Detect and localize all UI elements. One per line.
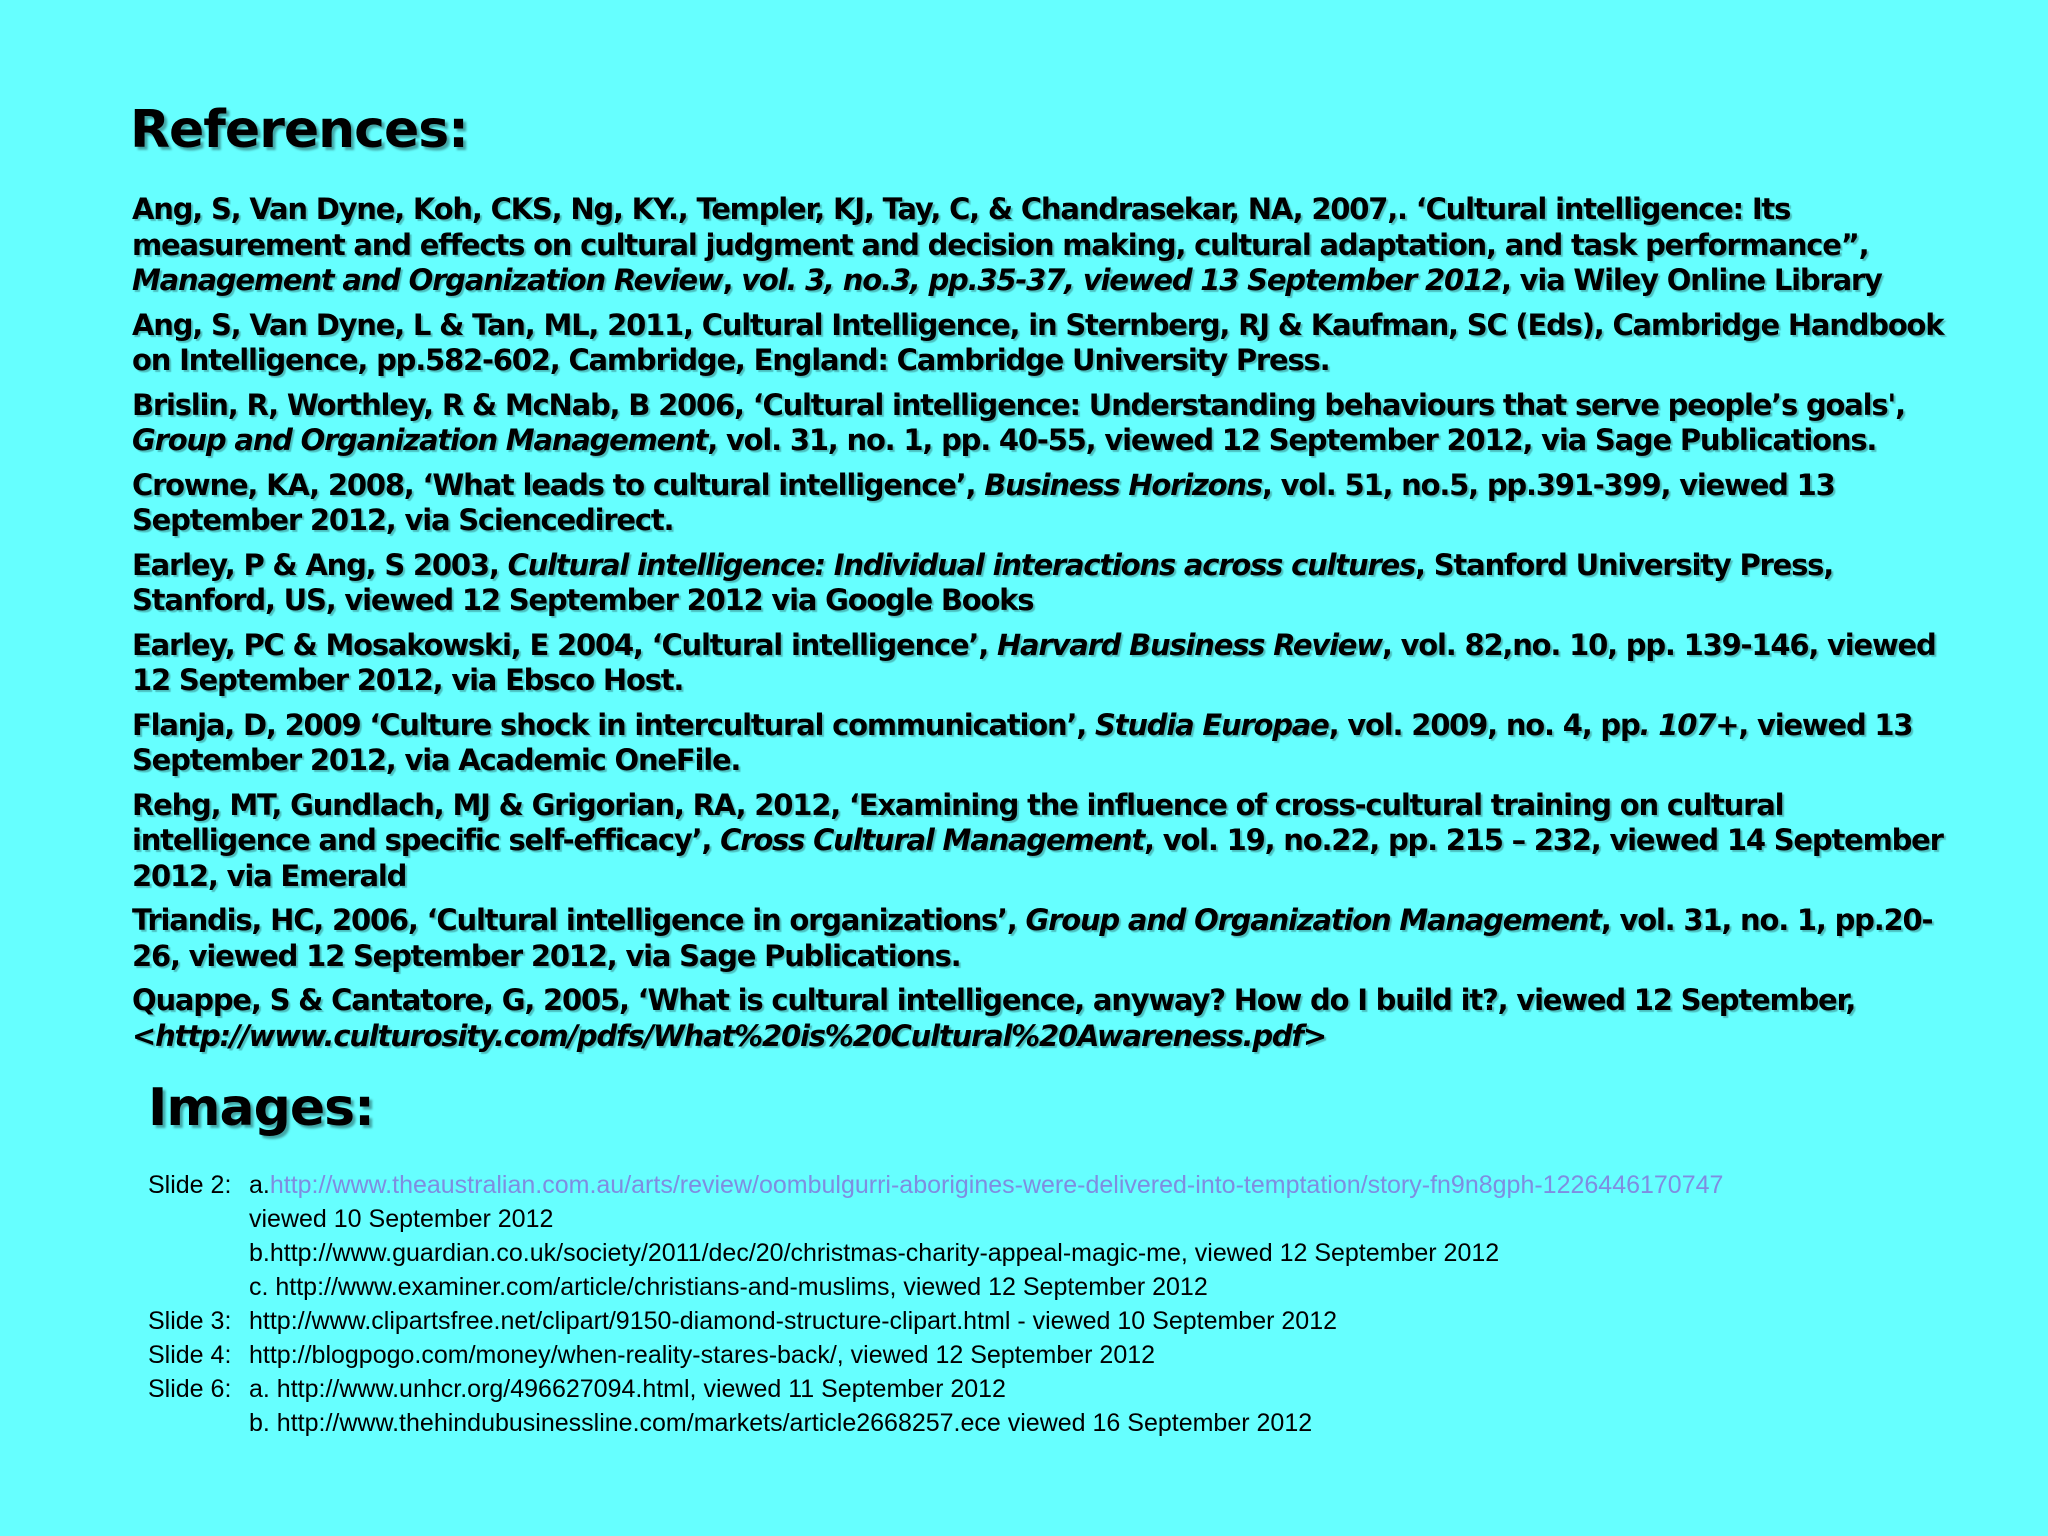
reference-text: intelligence and specific self-efficacy’, bbox=[132, 823, 721, 857]
image-credit-part: viewed 10 September 2012 bbox=[249, 1205, 554, 1233]
reference-text: Brislin, R, Worthley, R & McNab, B 2006, ‘Cultural intelligence: Understanding behaviours that serve people’s goals', bbox=[132, 387, 1905, 422]
reference-text: < bbox=[132, 1018, 156, 1053]
reference-italic-text: vol. 3, no.3, pp.35-37, viewed 13 September 2012 bbox=[741, 263, 1501, 297]
reference-entry bbox=[132, 788, 2032, 895]
reference-text: , vol. 82,no. 10, pp. 139-146, viewed bbox=[1381, 627, 1936, 662]
reference-line bbox=[132, 663, 2032, 699]
image-credits-list bbox=[148, 1168, 2028, 1440]
reference-line bbox=[132, 228, 2032, 264]
reference-text: , vol. 31, no. 1, pp.20- bbox=[1600, 903, 1933, 937]
image-credit-part: c. http://www.examiner.com/article/christians-and-muslims, viewed 12 September 2012 bbox=[249, 1273, 1208, 1301]
image-credit-row bbox=[148, 1372, 2028, 1406]
references-list bbox=[132, 192, 2032, 1063]
reference-line bbox=[132, 628, 2032, 664]
image-credit-row bbox=[148, 1168, 2028, 1202]
reference-entry bbox=[132, 468, 2032, 539]
slide-label: Slide 6: bbox=[148, 1375, 232, 1403]
reference-entry bbox=[132, 708, 2032, 779]
references-heading: References: bbox=[130, 100, 468, 160]
slide-label: Slide 4: bbox=[148, 1341, 232, 1369]
reference-italic-text: Business Horizons bbox=[984, 467, 1262, 502]
reference-line bbox=[132, 788, 2032, 824]
reference-text: > bbox=[1302, 1018, 1326, 1053]
image-credit-text bbox=[249, 1372, 1006, 1406]
reference-italic-text: Management and Organization Review bbox=[132, 263, 723, 297]
reference-text: , via Wiley Online Library bbox=[1500, 263, 1882, 297]
reference-italic-text: Studia Europae bbox=[1094, 707, 1329, 742]
reference-italic-text: Group and Organization Management bbox=[1025, 903, 1601, 937]
reference-text: measurement and effects on cultural judgment and decision making, cultural adaptation, and task performance”, bbox=[132, 227, 1869, 262]
reference-line bbox=[132, 192, 2032, 228]
image-credit-row bbox=[148, 1338, 2028, 1372]
reference-italic-text: Harvard Business Review bbox=[996, 627, 1382, 662]
reference-line bbox=[132, 903, 2032, 939]
reference-text: 26, viewed 12 September 2012, via Sage Publications. bbox=[132, 938, 961, 973]
reference-italic-text: . 107+ bbox=[1639, 707, 1739, 742]
reference-text: , Stanford University Press, bbox=[1415, 547, 1834, 582]
reference-line bbox=[132, 939, 2032, 975]
reference-line bbox=[132, 263, 2032, 299]
reference-entry bbox=[132, 548, 2032, 619]
reference-text: 2012, via Emerald bbox=[132, 858, 407, 893]
reference-line bbox=[132, 583, 2032, 619]
image-credit-text bbox=[249, 1202, 553, 1236]
reference-text: September 2012, via Sciencedirect. bbox=[132, 503, 674, 537]
image-credit-row bbox=[148, 1304, 2028, 1338]
images-heading: Images: bbox=[148, 1078, 374, 1138]
reference-text: Earley, P & Ang, S 2003, bbox=[132, 547, 508, 582]
reference-entry bbox=[132, 983, 2032, 1054]
image-credit-text bbox=[249, 1406, 1312, 1440]
reference-italic-text: Cultural intelligence: Individual interactions across cultures bbox=[507, 547, 1416, 582]
reference-text: , viewed 13 bbox=[1738, 707, 1913, 742]
image-credit-row bbox=[148, 1270, 2028, 1304]
image-credit-part: a. bbox=[249, 1171, 270, 1199]
reference-line bbox=[132, 548, 2032, 584]
reference-entry bbox=[132, 192, 2032, 299]
reference-italic-text: Group and Organization Management bbox=[132, 423, 708, 457]
image-credit-row bbox=[148, 1406, 2028, 1440]
reference-entry bbox=[132, 628, 2032, 699]
image-credit-text bbox=[249, 1338, 1155, 1372]
reference-line bbox=[132, 983, 2032, 1019]
reference-entry bbox=[132, 903, 2032, 974]
reference-italic-text: Cross Cultural Management bbox=[720, 823, 1145, 857]
image-credit-text bbox=[249, 1304, 1337, 1338]
reference-line bbox=[132, 859, 2032, 895]
slide-label: Slide 2: bbox=[148, 1171, 232, 1199]
image-credit-text bbox=[249, 1236, 1499, 1270]
reference-text: September 2012, via Academic OneFile. bbox=[132, 743, 741, 777]
reference-line bbox=[132, 343, 2032, 379]
image-credit-text bbox=[249, 1270, 1208, 1304]
reference-text: , vol. 2009, no. 4, pp bbox=[1328, 707, 1640, 742]
reference-text: , vol. 51, no.5, pp.391-399, viewed 13 bbox=[1261, 467, 1835, 502]
reference-text: , vol. 31, no. 1, pp. 40-55, viewed 12 September 2012, via Sage Publications. bbox=[707, 423, 1877, 457]
image-credit-text bbox=[249, 1168, 1723, 1202]
reference-line bbox=[132, 823, 2032, 859]
reference-text: Flanja, D, 2009 ‘Culture shock in intercultural communication’, bbox=[132, 707, 1095, 742]
reference-text: Earley, PC & Mosakowski, E 2004, ‘Cultural intelligence’, bbox=[132, 627, 997, 662]
reference-entry bbox=[132, 388, 2032, 459]
reference-italic-text: http://www.culturosity.com/pdfs/What%20is%20Cultural%20Awareness.pdf bbox=[155, 1018, 1303, 1053]
reference-text: , vol. 19, no.22, pp. 215 – 232, viewed 14 September bbox=[1144, 823, 1943, 857]
reference-line bbox=[132, 388, 2032, 424]
slide-label: Slide 3: bbox=[148, 1307, 232, 1335]
image-credit-part: a. http://www.unhcr.org/496627094.html, viewed 11 September 2012 bbox=[249, 1375, 1006, 1403]
image-credit-row bbox=[148, 1202, 2028, 1236]
reference-line bbox=[132, 308, 2032, 344]
reference-line bbox=[132, 468, 2032, 504]
reference-text: Ang, S, Van Dyne, L & Tan, ML, 2011, Cultural Intelligence, in Sternberg, RJ & Kaufman, SC (Eds), Cambridge Handbook bbox=[132, 307, 1944, 342]
reference-text: Rehg, MT, Gundlach, MJ & Grigorian, RA, 2012, ‘Examining the influence of cross-cultural training on cultural bbox=[132, 787, 1784, 822]
reference-text: Stanford, US, viewed 12 September 2012 via Google Books bbox=[132, 583, 1034, 617]
image-credit-part: b.http://www.guardian.co.uk/society/2011/dec/20/christmas-charity-appeal-magic-me, viewed 12 September 2012 bbox=[249, 1239, 1500, 1267]
reference-text: Crowne, KA, 2008, ‘What leads to cultural intelligence’, bbox=[132, 467, 985, 502]
reference-text: , bbox=[722, 263, 742, 297]
reference-line bbox=[132, 743, 2032, 779]
reference-entry bbox=[132, 308, 2032, 379]
image-credit-part: b. http://www.thehindubusinessline.com/markets/article2668257.ece viewed 16 September 2012 bbox=[249, 1409, 1313, 1437]
reference-line bbox=[132, 423, 2032, 459]
image-credit-part: http://blogpogo.com/money/when-reality-stares-back/, viewed 12 September 2012 bbox=[249, 1341, 1156, 1369]
reference-text: Triandis, HC, 2006, ‘Cultural intelligence in organizations’, bbox=[132, 903, 1026, 937]
image-source-link[interactable]: http://www.theaustralian.com.au/arts/review/oombulgurri-aborigines-were-delivered-into-temptation/story-fn9n8gph-1226446170747 bbox=[269, 1171, 1724, 1199]
reference-text: Ang, S, Van Dyne, Koh, CKS, Ng, KY., Templer, KJ, Tay, C, & Chandrasekar, NA, 2007,. ‘Cultural intelligence: Its bbox=[132, 192, 1791, 226]
reference-text: on Intelligence, pp.582-602, Cambridge, England: Cambridge University Press. bbox=[132, 343, 1330, 377]
reference-line bbox=[132, 1019, 2032, 1055]
image-credit-part: http://www.clipartsfree.net/clipart/9150-diamond-structure-clipart.html - viewed 10 September 2012 bbox=[249, 1307, 1338, 1335]
reference-line bbox=[132, 708, 2032, 744]
image-credit-row bbox=[148, 1236, 2028, 1270]
reference-text: 12 September 2012, via Ebsco Host. bbox=[132, 663, 684, 697]
reference-text: Quappe, S & Cantatore, G, 2005, ‘What is cultural intelligence, anyway? How do I build it?, viewed 12 September, bbox=[132, 983, 1856, 1017]
reference-line bbox=[132, 503, 2032, 539]
